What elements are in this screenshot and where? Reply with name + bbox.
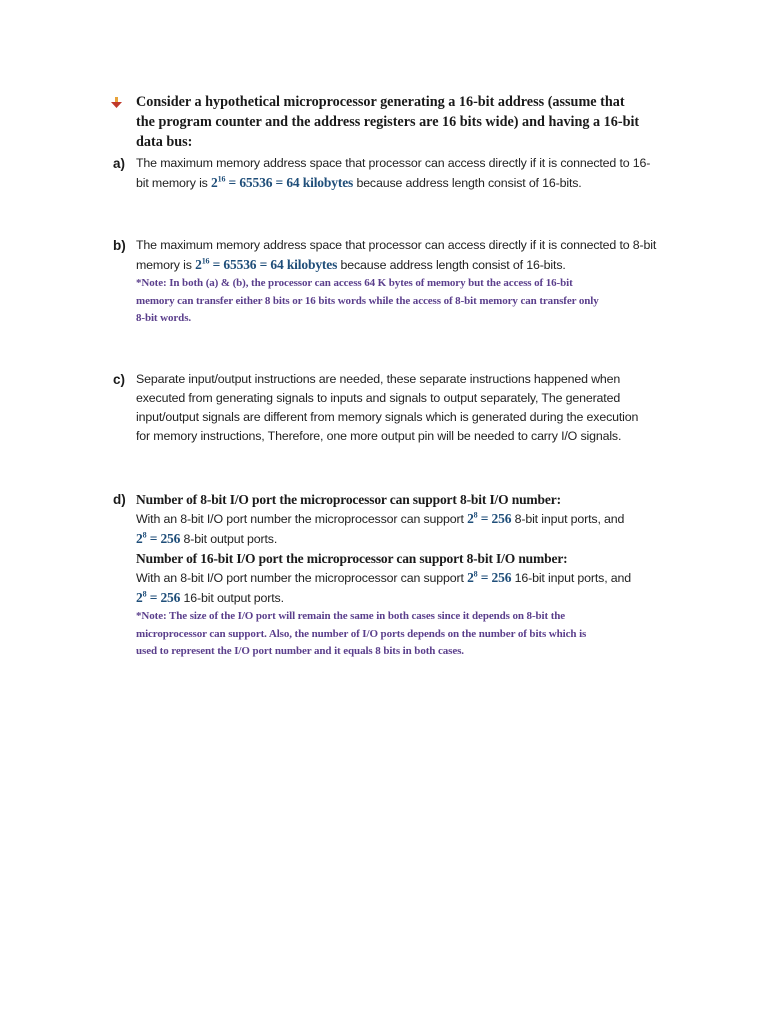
answer-body	[136, 370, 693, 446]
answer-line: $2^8 = 256$ 8-bit output ports.	[136, 530, 278, 546]
question-line: Consider a hypothetical microprocessor generating a 16-bit address (assume that	[136, 94, 625, 110]
question-heading	[136, 92, 696, 152]
answer-line: executed from generating signals to inputs and signals to output separately, The generated	[136, 391, 621, 405]
answer-line: The maximum memory address space that processor can access directly if it is connected to 16-	[136, 156, 651, 170]
question-line: the program counter and the address registers are 16 bits wide) and having a 16-bit	[136, 114, 640, 130]
formula: $2^8 = 256$	[467, 569, 512, 585]
answer-body	[136, 236, 693, 328]
answer-line: The maximum memory address space that processor can access directly if it is connected to 8-bit	[136, 238, 657, 252]
answer-line: input/output signals are different from memory signals which is generated during the execution	[136, 410, 639, 424]
subheading: Number of 8-bit I/O port the microprocessor can support 8-bit I/O number:	[136, 492, 561, 507]
formula: $2^8 = 256$	[136, 530, 181, 546]
note-b	[136, 275, 693, 328]
item-letter: a)	[113, 156, 126, 171]
item-letter: b)	[113, 238, 126, 253]
answer-line: With an 8-bit I/O port number the microprocessor can support $2^8 = 256$ 16-bit input ports, and	[136, 569, 632, 585]
formula: $2^{16} = 65536 = 64$ kilobytes	[195, 256, 338, 272]
note-line: microprocessor can support. Also, the number of I/O ports depends on the number of bits which is	[136, 627, 587, 640]
answer-line: $2^8 = 256$ 16-bit output ports.	[136, 589, 284, 605]
answer-line: for memory instructions, Therefore, one more output pin will be needed to carry I/O signals.	[136, 429, 622, 443]
note-line: *Note: The size of the I/O port will remain the same in both cases since it depends on 8-bit the	[136, 610, 566, 622]
answer-a	[113, 154, 693, 193]
formula: $2^{16} = 65536 = 64$ kilobytes	[211, 174, 354, 190]
note-line: *Note: In both (a) & (b), the processor can access 64 K bytes of memory but the access of 16-bit	[136, 277, 573, 289]
answer-line: memory is $2^{16} = 65536 = 64$ kilobytes because address length consist of 16-bits.	[136, 256, 566, 272]
note-line: used to represent the I/O port number and it equals 8 bits in both cases.	[136, 645, 464, 657]
formula: $2^8 = 256$	[467, 510, 512, 526]
note-d	[136, 608, 693, 661]
formula: $2^8 = 256$	[136, 589, 181, 605]
answer-line: Separate input/output instructions are needed, these separate instructions happened when	[136, 372, 621, 386]
note-line: memory can transfer either 8 bits or 16 bits words while the access of 8-bit memory can transfer only	[136, 294, 599, 307]
item-letter: d)	[113, 492, 126, 507]
note-line: 8-bit words.	[136, 312, 192, 324]
answer-body	[136, 154, 693, 193]
item-letter: c)	[113, 372, 126, 387]
answer-line: With an 8-bit I/O port number the microprocessor can support $2^8 = 256$ 8-bit input ports, and	[136, 510, 625, 526]
subheading: Number of 16-bit I/O port the microprocessor can support 8-bit I/O number:	[136, 551, 568, 566]
answer-b	[113, 236, 693, 328]
arrow-down-bullet-icon	[110, 97, 124, 109]
answer-line: bit memory is $2^{16} = 65536 = 64$ kilobytes because address length consist of 16-bits.	[136, 174, 582, 190]
answer-body	[136, 490, 693, 661]
question-line: data bus:	[136, 134, 193, 150]
answer-d	[113, 490, 693, 661]
answer-c	[113, 370, 693, 446]
